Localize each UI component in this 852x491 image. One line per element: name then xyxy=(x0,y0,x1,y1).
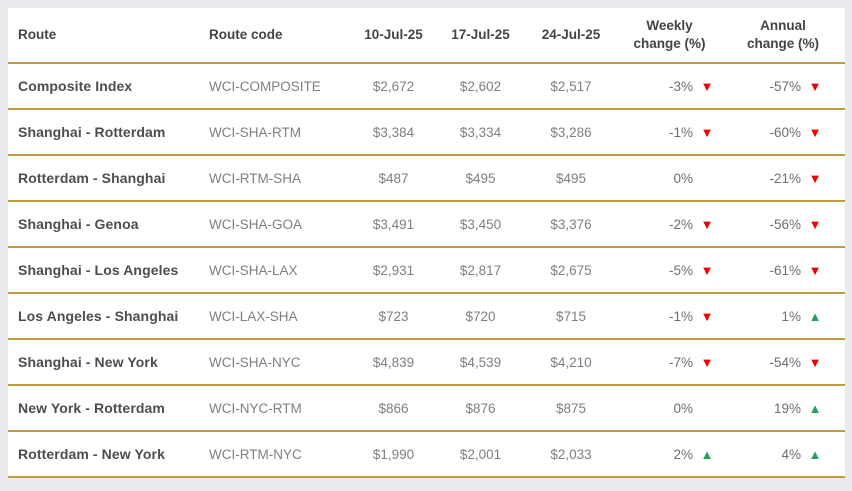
route-code: WCI-SHA-NYC xyxy=(209,354,301,370)
price-10-jul-25: $2,931 xyxy=(372,262,415,278)
route-code: WCI-SHA-GOA xyxy=(209,216,302,232)
annual-change-value: -61% xyxy=(769,262,801,278)
route-code: WCI-SHA-LAX xyxy=(209,262,298,278)
triangle-down-icon: ▼ xyxy=(808,354,822,370)
price-24-jul-25: $4,210 xyxy=(550,354,592,370)
weekly-change-value: -5% xyxy=(668,262,693,278)
triangle-up-icon: ▲ xyxy=(808,400,822,416)
table-row xyxy=(8,294,845,340)
column-header-17-jul-25: 17-Jul-25 xyxy=(451,26,510,42)
triangle-down-icon: ▼ xyxy=(808,170,822,186)
annual-change-cell xyxy=(737,401,845,416)
table-body xyxy=(8,64,845,478)
weekly-change-value: 0% xyxy=(673,400,693,416)
price-10-jul-25: $487 xyxy=(378,170,409,186)
table-row xyxy=(8,156,845,202)
price-24-jul-25: $715 xyxy=(555,308,587,324)
triangle-down-icon: ▼ xyxy=(700,124,714,140)
weekly-change-cell xyxy=(618,447,737,462)
weekly-change-value: 0% xyxy=(673,170,693,186)
table-row xyxy=(8,432,845,478)
weekly-change-value: -3% xyxy=(668,78,693,94)
price-10-jul-25: $4,839 xyxy=(372,354,415,370)
route-name: Shanghai - New York xyxy=(18,354,158,370)
weekly-change-value: -1% xyxy=(668,124,693,140)
price-17-jul-25: $2,817 xyxy=(459,262,502,278)
route-name: Los Angeles - Shanghai xyxy=(18,308,179,324)
table-row xyxy=(8,202,845,248)
column-header-24-jul-25: 24-Jul-25 xyxy=(541,26,601,42)
annual-change-value: -21% xyxy=(769,170,801,186)
price-17-jul-25: $720 xyxy=(465,308,496,324)
price-17-jul-25: $2,602 xyxy=(459,78,502,94)
price-24-jul-25: $2,033 xyxy=(550,446,592,462)
route-code: WCI-COMPOSITE xyxy=(209,78,321,94)
weekly-change-cell xyxy=(618,309,737,324)
price-10-jul-25: $3,491 xyxy=(372,216,415,232)
annual-change-cell xyxy=(737,125,845,140)
price-10-jul-25: $723 xyxy=(378,308,409,324)
price-10-jul-25: $1,990 xyxy=(372,446,415,462)
triangle-down-icon: ▼ xyxy=(808,78,822,94)
price-17-jul-25: $3,334 xyxy=(459,124,502,140)
price-10-jul-25: $3,384 xyxy=(372,124,415,140)
price-24-jul-25: $2,517 xyxy=(550,78,592,94)
triangle-up-icon: ▲ xyxy=(808,446,822,462)
price-24-jul-25: $2,675 xyxy=(550,262,592,278)
route-name: New York - Rotterdam xyxy=(18,400,165,416)
weekly-change-value: -2% xyxy=(668,216,693,232)
triangle-down-icon: ▼ xyxy=(808,262,822,278)
weekly-change-cell xyxy=(618,79,737,94)
annual-change-value: -57% xyxy=(769,78,801,94)
price-24-jul-25: $875 xyxy=(555,400,587,416)
annual-change-value: -54% xyxy=(769,354,801,370)
annual-change-value: 4% xyxy=(781,446,801,462)
weekly-change-value: -1% xyxy=(668,308,693,324)
annual-change-cell xyxy=(737,263,845,278)
triangle-down-icon: ▼ xyxy=(808,216,822,232)
column-header-route: Route xyxy=(18,26,57,42)
price-17-jul-25: $495 xyxy=(465,170,496,186)
price-10-jul-25: $2,672 xyxy=(372,78,415,94)
triangle-down-icon: ▼ xyxy=(700,78,714,94)
triangle-down-icon: ▼ xyxy=(700,262,714,278)
route-code: WCI-LAX-SHA xyxy=(209,308,298,324)
annual-change-value: 1% xyxy=(781,308,801,324)
route-code: WCI-NYC-RTM xyxy=(209,400,302,416)
column-header-annual-change: Annual change (%) xyxy=(746,17,819,51)
route-name: Shanghai - Genoa xyxy=(18,216,139,232)
route-name: Shanghai - Los Angeles xyxy=(18,262,179,278)
column-header-route-code: Route code xyxy=(209,26,283,42)
table-row xyxy=(8,340,845,386)
table-row xyxy=(8,248,845,294)
annual-change-value: -56% xyxy=(769,216,801,232)
route-name: Shanghai - Rotterdam xyxy=(18,124,166,140)
triangle-down-icon: ▼ xyxy=(700,308,714,324)
annual-change-cell xyxy=(737,447,845,462)
weekly-change-cell xyxy=(618,355,737,370)
column-header-10-jul-25: 10-Jul-25 xyxy=(364,26,423,42)
triangle-down-icon: ▼ xyxy=(700,354,714,370)
weekly-change-cell xyxy=(618,263,737,278)
route-name: Rotterdam - New York xyxy=(18,446,165,462)
route-code: WCI-RTM-NYC xyxy=(209,446,302,462)
route-code: WCI-RTM-SHA xyxy=(209,170,301,186)
table-row xyxy=(8,110,845,156)
annual-change-cell xyxy=(737,171,845,186)
weekly-change-cell xyxy=(618,217,737,232)
table-header-row xyxy=(8,8,845,64)
route-name: Composite Index xyxy=(18,78,133,94)
annual-change-cell xyxy=(737,355,845,370)
weekly-change-value: -7% xyxy=(668,354,693,370)
weekly-change-cell xyxy=(618,125,737,140)
route-code: WCI-SHA-RTM xyxy=(209,124,301,140)
price-17-jul-25: $4,539 xyxy=(459,354,502,370)
price-24-jul-25: $3,376 xyxy=(550,216,592,232)
price-17-jul-25: $876 xyxy=(465,400,496,416)
weekly-change-cell xyxy=(618,171,737,186)
weekly-change-value: 2% xyxy=(673,446,693,462)
price-17-jul-25: $3,450 xyxy=(459,216,502,232)
annual-change-cell xyxy=(737,217,845,232)
triangle-down-icon: ▼ xyxy=(700,216,714,232)
table-row xyxy=(8,64,845,110)
triangle-down-icon: ▼ xyxy=(808,124,822,140)
annual-change-cell xyxy=(737,309,845,324)
annual-change-value: 19% xyxy=(773,400,801,416)
weekly-change-cell xyxy=(618,401,737,416)
table-row xyxy=(8,386,845,432)
price-24-jul-25: $495 xyxy=(555,170,587,186)
triangle-up-icon: ▲ xyxy=(808,308,822,324)
column-header-weekly-change: Weekly change (%) xyxy=(633,17,706,51)
annual-change-value: -60% xyxy=(769,124,801,140)
triangle-up-icon: ▲ xyxy=(700,446,714,462)
rates-table-card xyxy=(8,8,845,478)
route-name: Rotterdam - Shanghai xyxy=(18,170,166,186)
annual-change-cell xyxy=(737,79,845,94)
price-17-jul-25: $2,001 xyxy=(459,446,502,462)
price-10-jul-25: $866 xyxy=(378,400,409,416)
price-24-jul-25: $3,286 xyxy=(550,124,592,140)
